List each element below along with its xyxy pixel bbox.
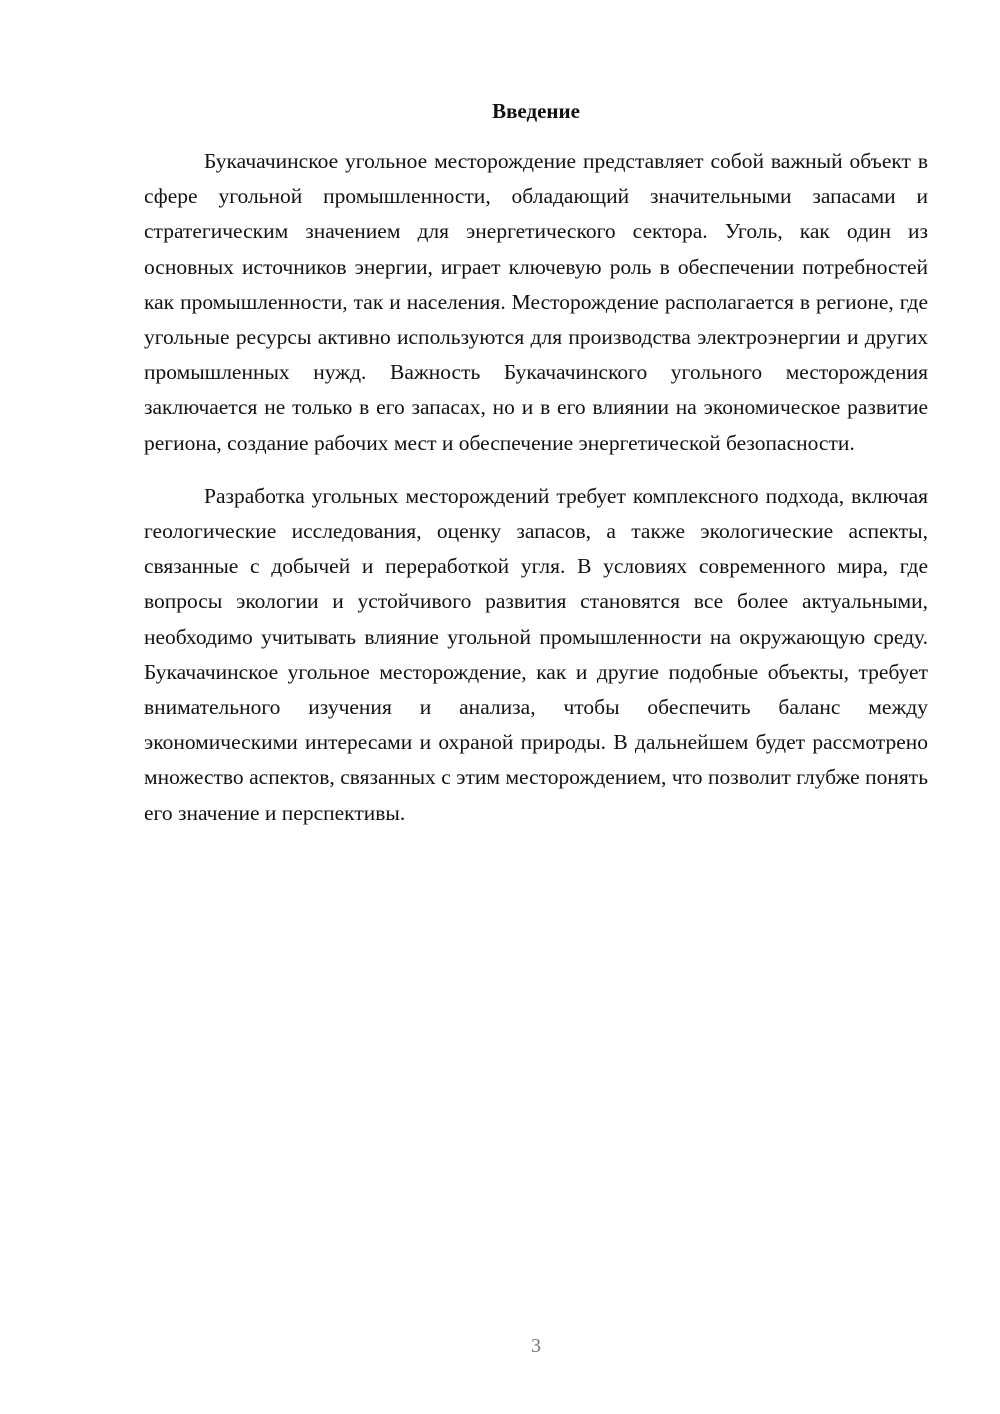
paragraph-1: Букачачинское угольное месторождение представляет собой важный объект в сфере угольной промышленности, обладающий значительными запасами и стратегическим значением для энергетического сектора. Уголь, как один из основных источников энергии, играет ключевую роль в обеспечении потребностей как промышленности, так и населения. Месторождение располагается в регионе, где угольные ресурсы активно используются для производства электроэнергии и других промышленных нужд. Важность Букачачинского угольного месторождения заключается не только в его запасах, но и в его влиянии на экономическое развитие региона, создание рабочих мест и обеспечение энергетической безопасности. (144, 149, 928, 455)
section-heading: Введение (492, 99, 580, 123)
paragraph-2: Разработка угольных месторождений требует комплексного подхода, включая геологические исследования, оценку запасов, а также экологические аспекты, связанные с добычей и переработкой угля. В условиях современного мира, где вопросы экологии и устойчивого развития становятся все более актуальными, необходимо учитывать влияние угольной промышленности на окружающую среду. Букачачинское угольное месторождение, как и другие подобные объекты, требует внимательного изучения и анализа, чтобы обеспечить баланс между экономическими интересами и охраной природы. В дальнейшем будет рассмотрено множество аспектов, связанных с этим месторождением, что позволит глубже понять его значение и перспективы. (144, 483, 928, 825)
page-number: 3 (531, 1335, 541, 1357)
document-body (144, 96, 928, 831)
